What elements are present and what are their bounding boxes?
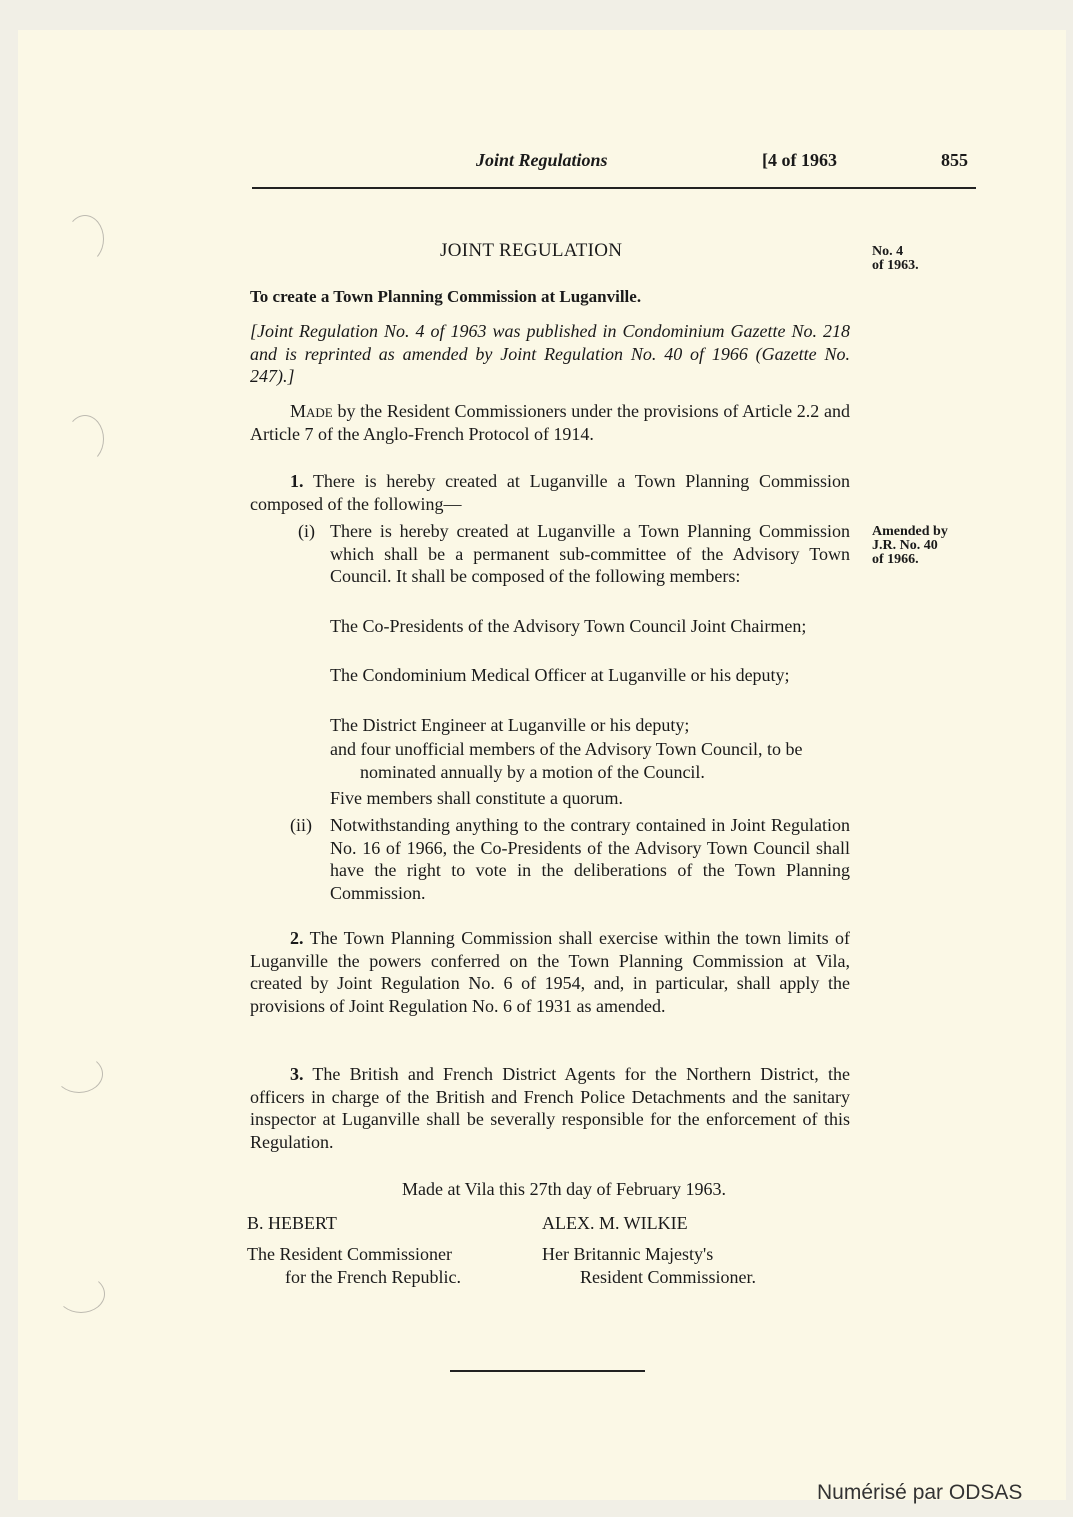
enacting-text: by the Resident Commissioners under the provisions of Article 2.2 and Article 7 of the Anglo-French Protocol of 1914.: [250, 401, 850, 444]
member-item: and four unofficial members of the Advisory Town Council, to be nominated annually by a motion of the Council.: [330, 739, 803, 782]
section-1: [250, 470, 850, 515]
page-number: 855: [941, 150, 968, 170]
section-1-text: There is hereby created at Luganville a Town Planning Commission composed of the following—: [250, 471, 850, 514]
section-2: [250, 927, 850, 1017]
quorum-text: Five members shall constitute a quorum.: [330, 788, 623, 808]
header-rule: [252, 187, 976, 189]
enacting-lead: Made: [290, 401, 333, 421]
item-ii-text: Notwithstanding anything to the contrary contained in Joint Regulation No. 16 of 1966, the Co-Presidents of the Advisory Town Council shall have the right to vote in the deliberations of the Town Planning Commission.: [330, 815, 850, 903]
signatory-right-name: ALEX. M. WILKIE: [542, 1213, 688, 1233]
enacting-clause: [250, 400, 850, 445]
section-2-number: 2.: [290, 928, 304, 948]
signatory-left-title: The Resident Commissioner for the French Republic.: [247, 1244, 461, 1287]
item-ii: [290, 814, 850, 904]
end-rule: [450, 1370, 645, 1372]
item-i: [298, 520, 850, 588]
digitization-credit: Numérisé par ODSAS: [817, 1481, 1023, 1504]
item-i-number: (i): [298, 521, 315, 541]
publication-note: [Joint Regulation No. 4 of 1963 was published in Condominium Gazette No. 218 and is reprinted as amended by Joint Regulation No. 40 of 1966 (Gazette No. 247).]: [250, 321, 850, 386]
section-3: [250, 1063, 850, 1153]
made-at-line: Made at Vila this 27th day of February 1963.: [402, 1179, 727, 1199]
member-item: The Co-Presidents of the Advisory Town Council Joint Chairmen;: [330, 616, 807, 636]
punch-hole: [66, 415, 104, 463]
margin-note-amended: Amended by J.R. No. 40 of 1966.: [872, 524, 948, 567]
member-item: The Condominium Medical Officer at Luganville or his deputy;: [330, 665, 790, 685]
running-header-title: Joint Regulations: [476, 150, 608, 170]
running-header-reference: [4 of 1963: [762, 150, 837, 170]
margin-note-number: No. 4 of 1963.: [872, 244, 919, 273]
document-subtitle: To create a Town Planning Commission at Luganville.: [250, 287, 642, 306]
section-2-text: The Town Planning Commission shall exercise within the town limits of Luganville the powers conferred on the Town Planning Commission at Vila, created by Joint Regulation No. 6 of 1954, and, in particular, shall apply the provisions of Joint Regulation No. 6 of 1931 as amended.: [250, 928, 850, 1016]
document-title: JOINT REGULATION: [440, 240, 623, 261]
punch-hole: [55, 1055, 103, 1093]
section-3-text: The British and French District Agents for the Northern District, the officers in charge of the British and French Police Detachments and the sanitary inspector at Luganville shall be severally responsible for the enforcement of this Regulation.: [250, 1064, 850, 1152]
item-ii-number: (ii): [290, 815, 312, 835]
member-item: The District Engineer at Luganville or his deputy;: [330, 715, 690, 735]
section-3-number: 3.: [290, 1064, 304, 1084]
punch-hole: [57, 1275, 105, 1313]
signatory-left-name: B. HEBERT: [247, 1213, 337, 1233]
section-1-number: 1.: [290, 471, 304, 491]
item-i-text: There is hereby created at Luganville a Town Planning Commission which shall be a permanent sub-committee of the Advisory Town Council. It shall be composed of the following members:: [330, 521, 850, 586]
punch-hole: [66, 215, 104, 263]
signatory-right-title: Her Britannic Majesty's Resident Commissioner.: [542, 1244, 757, 1287]
